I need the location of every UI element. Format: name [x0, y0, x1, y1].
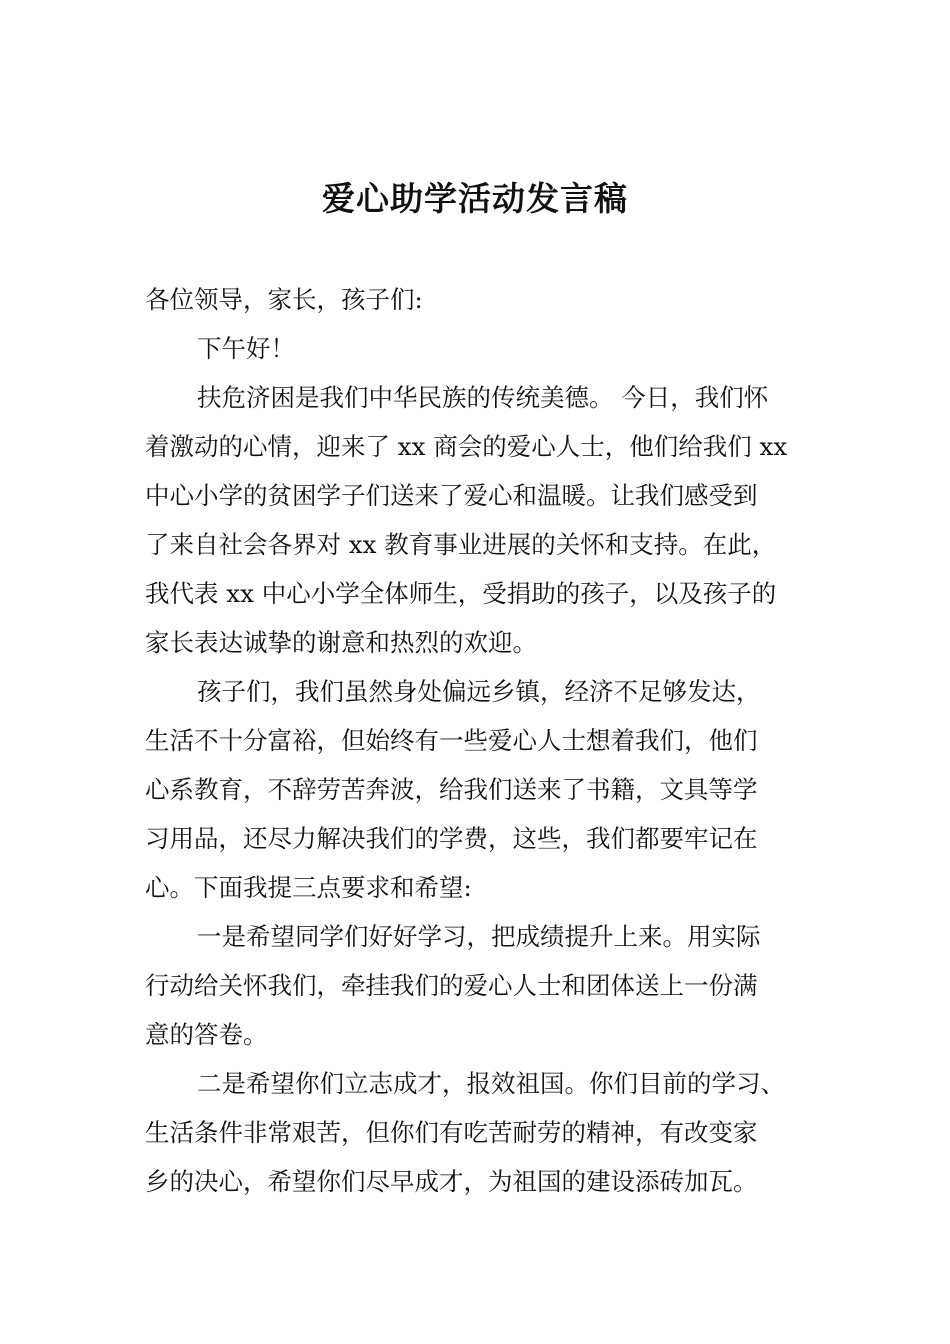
paragraph-line: 孩子们，我们虽然身处偏远乡镇，经济不足够发达，	[197, 677, 761, 706]
paragraph-4	[145, 1059, 825, 1206]
salutation: 各位领导，家长，孩子们:	[145, 285, 423, 314]
paragraph-line: 心。下面我提三点要求和希望:	[145, 873, 472, 902]
paragraph-1	[145, 373, 825, 667]
paragraph-line: 生活条件非常艰苦，但你们有吃苦耐劳的精神，有改变家	[145, 1118, 758, 1147]
paragraph-line: 一是希望同学们好好学习，把成绩提升上来。用实际	[197, 922, 761, 951]
paragraph-3	[145, 912, 825, 1059]
paragraph-2	[145, 667, 825, 912]
paragraph-line: 二是希望你们立志成才，报效祖国。你们目前的学习、	[197, 1069, 785, 1098]
paragraph-line: 着激动的心情，迎来了 xx 商会的爱心人士，他们给我们 xx	[145, 432, 788, 461]
paragraph-line: 家长表达诚挚的谢意和热烈的欢迎。	[145, 628, 537, 657]
greeting: 下午好！	[197, 334, 295, 363]
paragraph-line: 生活不十分富裕，但始终有一些爱心人士想着我们，他们	[145, 726, 758, 755]
paragraph-line: 习用品，还尽力解决我们的学费，这些，我们都要牢记在	[145, 824, 758, 853]
paragraph-line: 中心小学的贫困学子们送来了爱心和温暖。让我们感受到	[145, 481, 758, 510]
document-body	[145, 275, 825, 1206]
paragraph-line: 乡的决心，希望你们尽早成才，为祖国的建设添砖加瓦。	[145, 1167, 758, 1196]
paragraph-line: 意的答卷。	[145, 1020, 268, 1049]
paragraph-line: 行动给关怀我们，牵挂我们的爱心人士和团体送上一份满	[145, 971, 758, 1000]
paragraph-line: 心系教育，不辞劳苦奔波，给我们送来了书籍，文具等学	[145, 775, 758, 804]
paragraph-line: 了来自社会各界对 xx 教育事业进展的关怀和支持。在此，	[145, 530, 777, 559]
document-title: 爱心助学活动发言稿	[322, 179, 628, 218]
paragraph-line: 我代表 xx 中心小学全体师生，受捐助的孩子，以及孩子的	[145, 579, 777, 608]
paragraph-line: 扶危济困是我们中华民族的传统美德。 今日，我们怀	[197, 383, 769, 412]
